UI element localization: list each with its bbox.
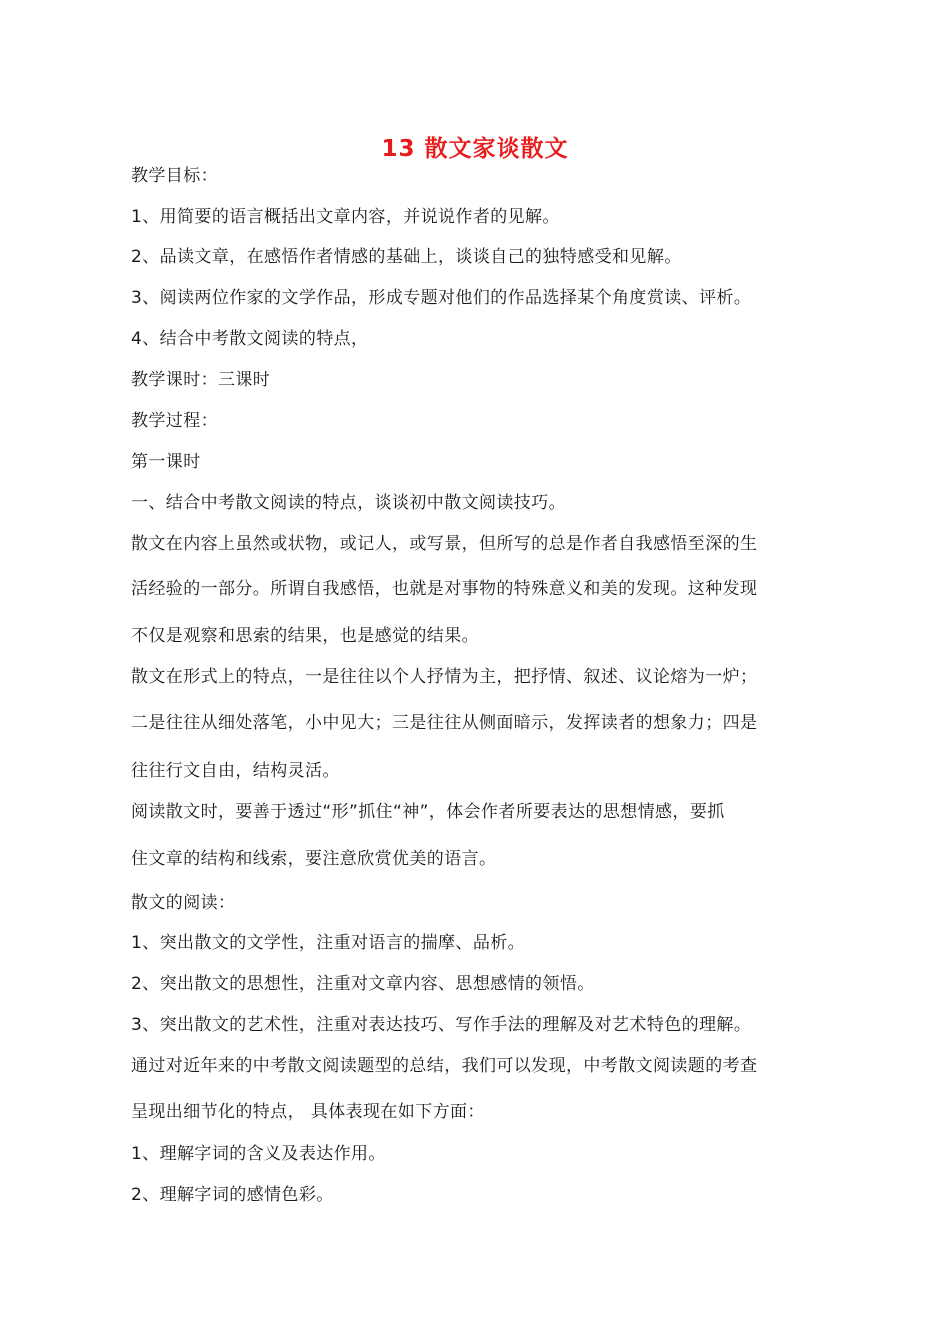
text-line: 散文在形式上的特点，一是往往以个人抒情为主，把抒情、叙述、议论熔为一炉； bbox=[131, 667, 758, 687]
text-line: 2、品读文章，在感悟作者情感的基础上，谈谈自己的独特感受和见解。 bbox=[131, 247, 682, 267]
text-line: 通过对近年来的中考散文阅读题型的总结，我们可以发现，中考散文阅读题的考查 bbox=[131, 1056, 758, 1076]
text-line: 阅读散文时，要善于透过“形”抓住“神”，体会作者所要表达的思想情感，要抓 bbox=[131, 802, 725, 822]
text-line: 教学目标： bbox=[131, 166, 218, 186]
text-line: 住文章的结构和线索，要注意欣赏优美的语言。 bbox=[131, 849, 497, 869]
text-line: 往往行文自由，结构灵活。 bbox=[131, 761, 340, 781]
text-line: 1、用简要的语言概括出文章内容，并说说作者的见解。 bbox=[131, 207, 560, 227]
text-line: 二是往往从细处落笔，小中见大；三是往往从侧面暗示，发挥读者的想象力；四是 bbox=[131, 713, 758, 733]
text-line: 教学过程： bbox=[131, 411, 218, 431]
text-line: 第一课时 bbox=[131, 452, 201, 472]
document-title: 13 散文家谈散文 bbox=[381, 136, 569, 162]
text-line: 一、结合中考散文阅读的特点，谈谈初中散文阅读技巧。 bbox=[131, 493, 566, 513]
text-line: 散文在内容上虽然或状物，或记人，或写景，但所写的总是作者自我感悟至深的生 bbox=[131, 534, 758, 554]
text-line: 2、突出散文的思想性，注重对文章内容、思想感情的领悟。 bbox=[131, 974, 595, 994]
text-line: 呈现出细节化的特点， 具体表现在如下方面： bbox=[131, 1102, 485, 1122]
text-line: 3、突出散文的艺术性，注重对表达技巧、写作手法的理解及对艺术特色的理解。 bbox=[131, 1015, 752, 1035]
text-line: 2、理解字词的感情色彩。 bbox=[131, 1185, 334, 1205]
text-line: 1、理解字词的含义及表达作用。 bbox=[131, 1144, 386, 1164]
text-line: 教学课时：三课时 bbox=[131, 370, 271, 390]
text-line: 1、突出散文的文学性，注重对语言的揣摩、品析。 bbox=[131, 933, 526, 953]
text-line: 散文的阅读： bbox=[131, 893, 236, 913]
text-line: 活经验的一部分。所谓自我感悟，也就是对事物的特殊意义和美的发现。这种发现 bbox=[131, 579, 758, 599]
text-line: 3、阅读两位作家的文学作品，形成专题对他们的作品选择某个角度赏读、评析。 bbox=[131, 288, 752, 308]
text-line: 不仅是观察和思索的结果，也是感觉的结果。 bbox=[131, 626, 479, 646]
text-line: 4、结合中考散文阅读的特点， bbox=[131, 329, 369, 349]
